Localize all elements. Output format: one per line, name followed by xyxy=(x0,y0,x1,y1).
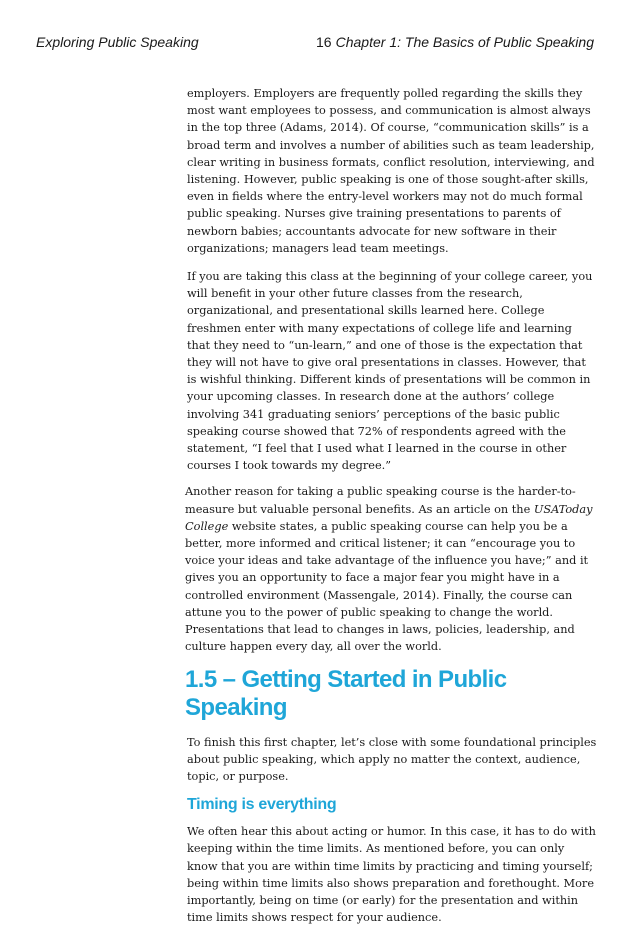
running-header xyxy=(36,34,594,56)
publication-name: USAToday College xyxy=(185,502,593,533)
book-title: Exploring Public Speaking xyxy=(36,34,199,50)
paragraph-text: Another reason for taking a public speaking course is the harder-to-measure but valuable personal benefits. As an article on the xyxy=(185,485,576,516)
page-content xyxy=(187,85,597,935)
subsection-heading: Timing is everything xyxy=(187,796,337,814)
chapter-title: Chapter 1: The Basics of Public Speaking xyxy=(335,34,594,50)
paragraph-employers: employers. Employers are frequently polled regarding the skills they most want employees to possess, and communication is almost always in the top three (Adams, 2014). Of course, “communication skills” is a broad term and involves a number of abilities such as team leadership, clear writing in business formats, conflict resolution, interviewing, and listening. However, public speaking is one of those sought-after skills, even in fields where the entry-level workers may not do much formal public speaking. Nurses give training presentations to parents of newborn babies; accountants advocate for new software in their organizations; managers lead team meetings. xyxy=(187,87,595,255)
paragraph-timing: We often hear this about acting or humor. In this case, it has to do with keeping within the time limits. As mentioned before, you can only know that you are within time limits by practicing and timing yourself; being within time limits also shows preparation and forethought. More importantly, being on time (or early) for the presentation and within time limits shows respect for your audience. xyxy=(187,825,596,925)
paragraph-personal-benefits xyxy=(185,483,597,655)
page-number: 16 xyxy=(316,34,332,50)
paragraph-text: website states, a public speaking course can help you be a better, more informed and critical listener; it can “encourage you to voice your ideas and take advantage of the influence you have;” and it gives you an opportunity to face a major fear you might have in a controlled environment (Massengale, 2014). Finally, the course can attune you to the power of public speaking to change the world. Presentations that lead to changes in laws, policies, leadership, and culture happen every day, all over the world. xyxy=(185,519,589,654)
paragraph-foundational-principles: To finish this first chapter, let’s close with some foundational principles about public speaking, which apply no matter the context, audience, topic, or purpose. xyxy=(187,735,597,783)
paragraph-college-career: If you are taking this class at the beginning of your college career, you will benefit in your other future classes from the research, organizational, and presentational skills learned here. College freshmen enter with many expectations of college life and learning that they need to “un-learn,” and one of those is the expectation that they will not have to give oral presentations in classes. However, that is wishful thinking. Different kinds of presentations will be common in your upcoming classes. In research done at the authors’ college involving 341 graduating seniors’ perceptions of the basic public speaking course showed that 72% of respondents agreed with the statement, “I feel that I used what I learned in the course in other courses I took towards my degree.” xyxy=(187,270,593,473)
section-heading: 1.5 – Getting Started in Public Speaking xyxy=(185,665,507,721)
